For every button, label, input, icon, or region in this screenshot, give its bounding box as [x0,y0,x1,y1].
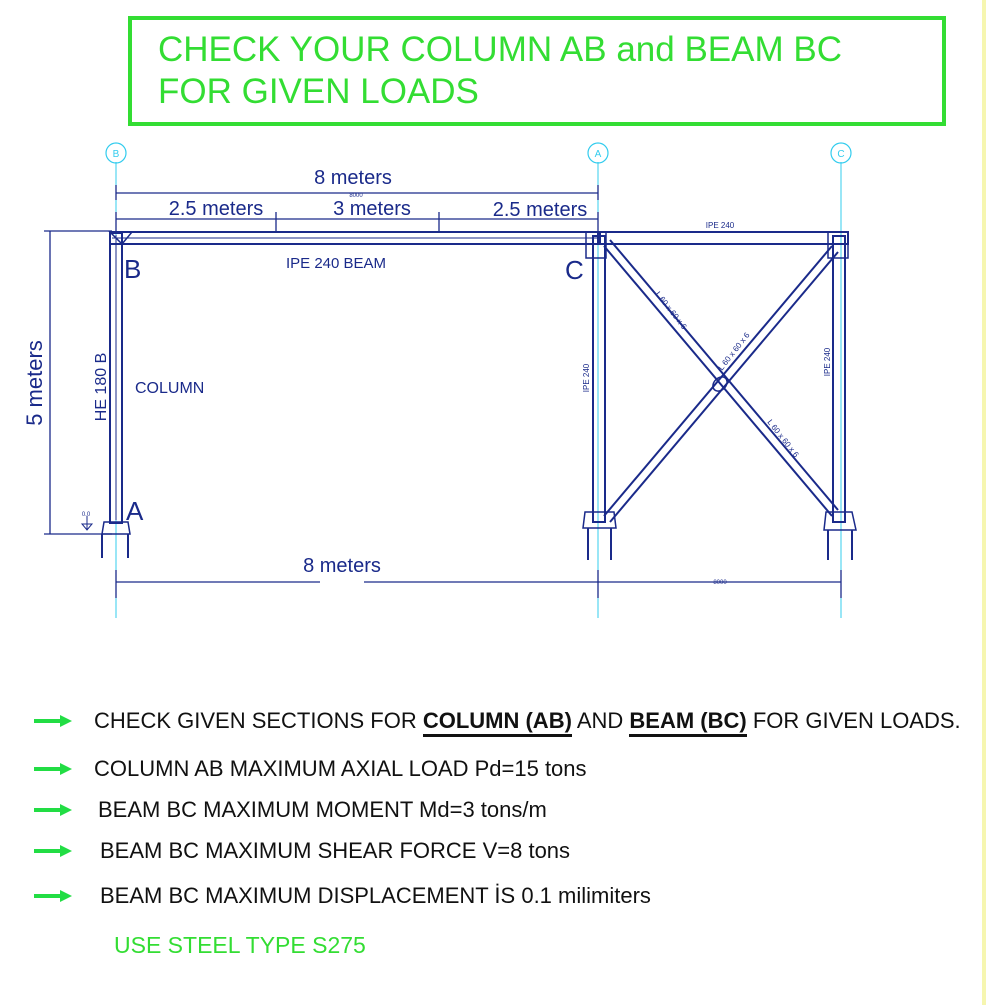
grid-marker-a-label: A [594,149,602,160]
node-label-c: C [565,255,584,285]
level-mark-label: 0.0 [81,512,91,518]
list-item [0,879,986,913]
arrow-icon [32,762,74,776]
beam-label: IPE 240 BEAM [286,255,387,272]
right-frame-column-left-label: IPE 240 [582,363,591,393]
right-frame-column-right [833,236,845,522]
arrow-icon [32,803,74,817]
brace-label-1: L 60 x 60 x 6 [653,289,689,332]
brace-label-2: L 60 x 60 x 6 [716,330,752,373]
height-dimension-label: 5 meters [22,340,47,426]
grid-marker-b-label: B [112,149,120,160]
segment-dimension-3: 2.5 meters [492,199,588,221]
arrow-icon [32,889,74,903]
title-line-1: CHECK YOUR COLUMN AB and BEAM BC [158,30,842,69]
bottom-dimension-label: 8 meters [303,555,381,577]
grid-lines [116,162,841,618]
right-frame-column-left [593,236,605,522]
top-small-dimension: 8000 [349,193,363,199]
top-dimension-label: 8 meters [314,167,392,189]
arrow-icon [32,714,74,728]
grid-marker-c-label: C [837,149,845,160]
arrow-icon [32,844,74,858]
list-item [0,834,986,868]
list-item [0,704,986,738]
bullet-4-text: BEAM BC MAXIMUM SHEAR FORCE V=8 tons [100,838,571,863]
title-line-2: FOR GIVEN LOADS [158,72,479,111]
column-label: COLUMN [135,380,205,397]
bullet-2-text: COLUMN AB MAXIMUM AXIAL LOAD Pd=15 tons [94,756,587,781]
bullet-1-text: CHECK GIVEN SECTIONS FOR COLUMN (AB) AND BEAM (BC) FOR GIVEN LOADS. [94,704,961,738]
bullet-5-text: BEAM BC MAXIMUM DISPLACEMENT İS 0.1 milimiters [100,883,651,908]
page-edge [982,0,986,1005]
column-ab-underline: COLUMN (AB) [423,708,572,737]
list-item [0,752,986,786]
right-beam-label: IPE 240 [705,221,735,230]
node-label-b: B [124,254,142,284]
bottom-small-dimension: 8000 [713,580,727,586]
list-item [0,793,986,827]
steel-type-note: USE STEEL TYPE S275 [114,932,366,958]
beam-bc-underline: BEAM (BC) [629,708,746,737]
segment-dimension-1: 2.5 meters [168,198,264,220]
bullet-3-text: BEAM BC MAXIMUM MOMENT Md=3 tons/m [98,797,547,822]
column-section-label: HE 180 B [93,352,110,422]
right-frame-beam [598,232,848,244]
segment-dimension-2: 3 meters [333,198,411,220]
right-frame-column-right-label: IPE 240 [823,347,832,377]
brace-label-3: L 60 x 60 x 6 [765,417,801,460]
node-label-a: A [126,496,144,526]
